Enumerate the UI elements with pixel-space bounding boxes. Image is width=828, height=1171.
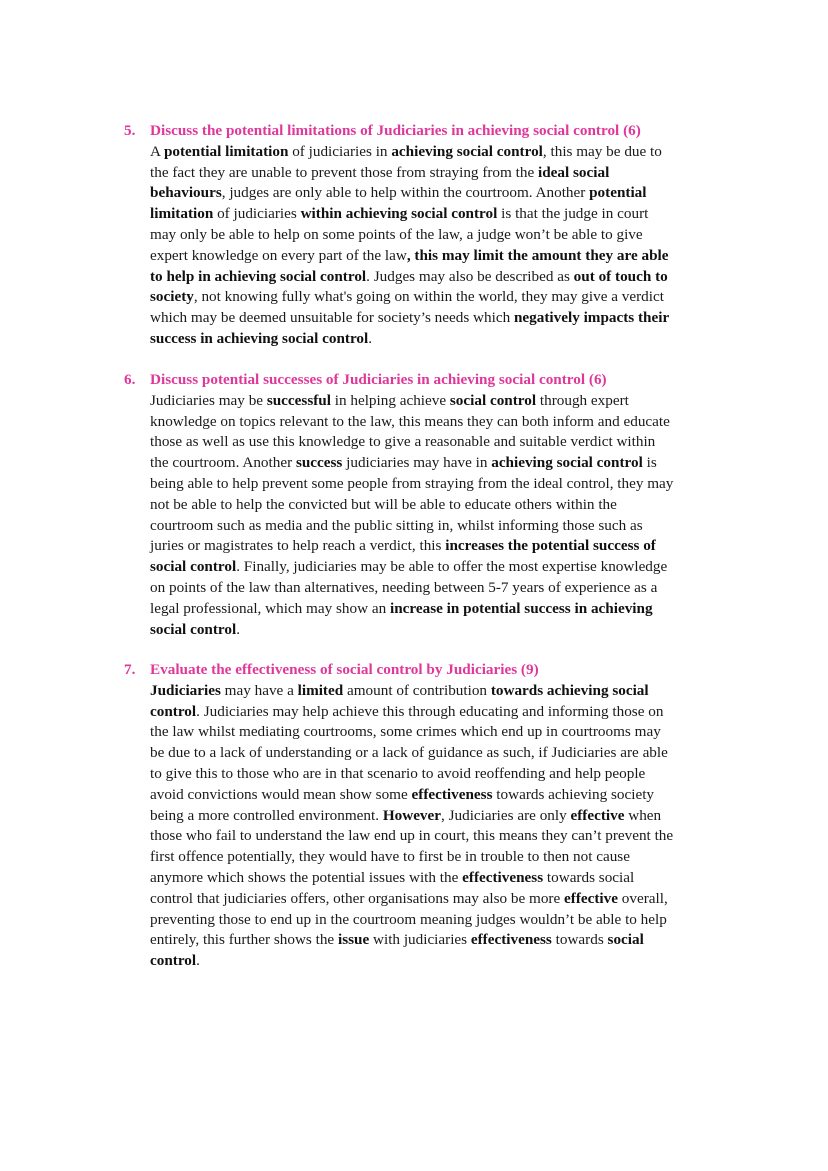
answer-line (150, 246, 734, 267)
answer-line (150, 557, 734, 578)
text-run: is that the judge in court (497, 205, 649, 223)
question-title: Discuss potential successes of Judiciaries in achieving social control (6) (150, 371, 607, 388)
answer-line (150, 578, 734, 599)
text-run: , judges are only able to help within the courtroom. Another (221, 184, 590, 202)
text-run: those who fail to understand the law end up in court, this means they can’t prevent the (150, 827, 674, 845)
bold-term: society (150, 288, 194, 306)
text-run: Judiciaries may be (150, 391, 267, 409)
bold-term: issue (337, 931, 370, 949)
answer-line (150, 536, 734, 557)
text-run: the fact they are unable to prevent those from straying from the (150, 163, 538, 181)
text-run: the courtroom. Another (150, 454, 296, 472)
answer-line (150, 225, 734, 246)
text-run: which may be deemed unsuitable for society’s needs which (150, 309, 514, 327)
text-run: . (368, 329, 373, 347)
bold-term: effective (570, 806, 625, 824)
bold-term: success (295, 454, 343, 472)
question-heading (124, 370, 734, 391)
text-run: not be able to help the convicted but will be able to educate others within the (150, 495, 617, 513)
answer-line (150, 620, 734, 641)
text-run: preventing those to end up in the courtroom meaning judges wouldn’t be able to help (150, 910, 667, 928)
answer-line (150, 930, 734, 951)
question-7 (124, 660, 734, 972)
text-run: legal professional, which may show an (150, 599, 390, 617)
answer-line (150, 329, 734, 350)
text-run: the law whilst mediating courtrooms, some crimes which end up in courtrooms may (150, 723, 661, 741)
bold-term: within achieving social control (300, 205, 498, 223)
answer-line (150, 163, 734, 184)
answer-line (150, 287, 734, 308)
text-run: being able to help prevent some people from straying from the ideal control, they may (150, 474, 674, 492)
answer-line (150, 412, 734, 433)
answer-text (150, 391, 734, 641)
text-run: , Judiciaries are only (441, 806, 571, 824)
question-number: 6. (124, 371, 136, 388)
bold-term: behaviours (150, 184, 222, 202)
bold-term: increases the potential success of (445, 537, 656, 555)
answer-line (150, 889, 734, 910)
answer-line (150, 308, 734, 329)
text-run: is (642, 454, 657, 472)
answer-line (150, 868, 734, 889)
answer-line (150, 826, 734, 847)
text-run: first offence potentially, they would have to first be in trouble to then not cause (150, 848, 630, 866)
answer-text (150, 142, 734, 350)
bold-term: limitation (150, 205, 214, 223)
bold-term: success in achieving social control (150, 329, 369, 347)
bold-term: Judiciaries (150, 681, 221, 699)
text-run: overall, (617, 889, 668, 907)
bold-term: However (382, 806, 442, 824)
question-number: 5. (124, 122, 136, 139)
text-run: with judiciaries (369, 931, 471, 949)
answer-line (150, 183, 734, 204)
text-run: of judiciaries in (288, 142, 392, 160)
bold-term: , this may limit the amount they are able (406, 246, 669, 264)
question-5 (124, 121, 734, 350)
question-heading (124, 660, 734, 681)
text-run: be due to a lack of understanding or a lack of guidance as such, if Judiciaries are able (150, 744, 668, 762)
text-run: towards achieving society (492, 785, 655, 803)
answer-text (150, 681, 734, 972)
answer-line (150, 142, 734, 163)
text-run: on points of the law than alternatives, needing between 5-7 years of experience as a (150, 578, 658, 596)
text-run: . (196, 952, 200, 970)
text-run: through expert (536, 391, 629, 409)
answer-line (150, 495, 734, 516)
text-run: expert knowledge on every part of the law (150, 246, 407, 264)
answer-line (150, 743, 734, 764)
answer-line (150, 516, 734, 537)
text-run: to give this to those who are in that scenario to avoid reoffending and help people (150, 764, 646, 782)
text-run: , this may be due to (542, 142, 662, 160)
text-run: , not knowing fully what's going on within the world, they may give a verdict (193, 288, 664, 306)
text-run: being a more controlled environment. (150, 806, 383, 824)
bold-term: out of touch to (573, 267, 668, 285)
answer-line (150, 474, 734, 495)
text-run: knowledge on topics relevant to the law, this means they can both inform and educate (150, 412, 670, 430)
text-run: entirely, this further shows the (150, 931, 338, 949)
bold-term: effectiveness (470, 931, 552, 949)
answer-line (150, 847, 734, 868)
bold-term: towards achieving social (490, 681, 649, 699)
answer-line (150, 702, 734, 723)
answer-line (150, 453, 734, 474)
answer-line (150, 910, 734, 931)
bold-term: achieving social control (391, 142, 543, 160)
answer-line (150, 951, 734, 972)
bold-term: effectiveness (462, 868, 544, 886)
bold-term: social control (150, 558, 237, 576)
answer-line (150, 785, 734, 806)
bold-term: potential limitation (163, 142, 289, 160)
answer-line (150, 391, 734, 412)
answer-line (150, 204, 734, 225)
text-run: . Judiciaries may help achieve this through educating and informing those on (196, 702, 664, 720)
text-run: of judiciaries (213, 205, 301, 223)
question-heading (124, 121, 734, 142)
text-run: juries or magistrates to help reach a verdict, this (150, 537, 446, 555)
bold-term: to help in achieving social control (150, 267, 367, 285)
bold-term: potential (589, 184, 647, 202)
answer-line (150, 722, 734, 743)
bold-term: social control (449, 391, 537, 409)
question-6 (124, 370, 734, 640)
text-run: judiciaries may have in (342, 454, 492, 472)
text-run: may have a (220, 681, 298, 699)
text-run: those as well as use this knowledge to give a reasonable and suitable verdict within (150, 433, 656, 451)
answer-line (150, 432, 734, 453)
text-run: . (236, 620, 240, 638)
bold-term: limited (297, 681, 344, 699)
text-run: towards (551, 931, 608, 949)
answer-line (150, 681, 734, 702)
text-run: . Judges may also be described as (366, 267, 574, 285)
question-title: Discuss the potential limitations of Judiciaries in achieving social control (6) (150, 122, 641, 139)
text-run: towards social (543, 868, 635, 886)
answer-line (150, 267, 734, 288)
text-run: avoid convictions would mean show some (150, 785, 412, 803)
text-run: control that judiciaries offers, other organisations may also be more (150, 889, 565, 907)
text-run: anymore which shows the potential issues with the (150, 868, 463, 886)
bold-term: negatively impacts their (513, 309, 670, 327)
text-run: may only be able to help on some points of the law, a judge won’t be able to give (150, 225, 643, 243)
question-number: 7. (124, 661, 136, 678)
answer-line (150, 806, 734, 827)
question-title: Evaluate the effectiveness of social control by Judiciaries (9) (150, 661, 539, 678)
bold-term: increase in potential success in achieving (390, 599, 653, 617)
bold-term: effectiveness (411, 785, 493, 803)
bold-term: control (150, 952, 197, 970)
text-run: . Finally, judiciaries may be able to offer the most expertise knowledge (236, 558, 668, 576)
bold-term: achieving social control (491, 454, 643, 472)
text-run: A (150, 142, 164, 160)
bold-term: social (607, 931, 644, 949)
text-run: when (624, 806, 662, 824)
bold-term: ideal social (538, 163, 610, 181)
text-run: in helping achieve (330, 391, 450, 409)
text-run: courtroom such as media and the public sitting in, whilst informing those such as (150, 516, 643, 534)
text-run: amount of contribution (343, 681, 491, 699)
bold-term: control (150, 702, 197, 720)
bold-term: social control (150, 620, 237, 638)
answer-line (150, 764, 734, 785)
answer-line (150, 599, 734, 620)
bold-term: successful (266, 391, 331, 409)
bold-term: effective (564, 889, 618, 907)
